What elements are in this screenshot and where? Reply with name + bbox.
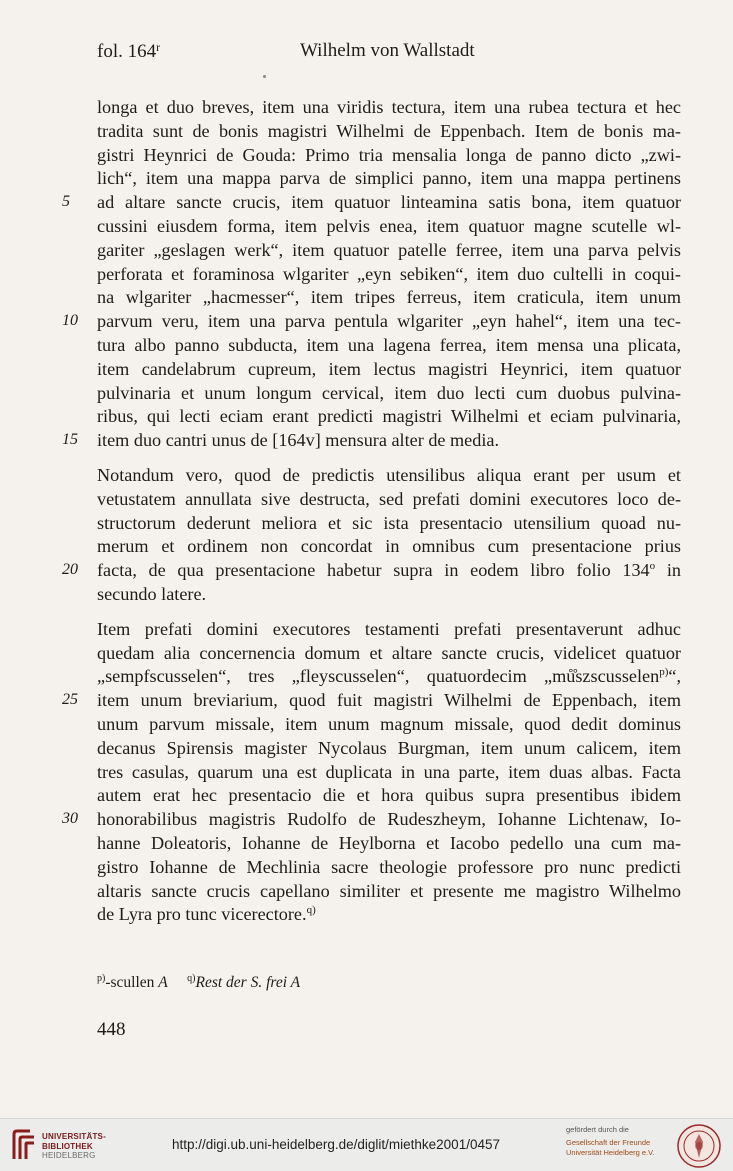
- line-text: tradita sunt de bonis magistri Wilhelmi de Eppenbach. Item de bonis ma-: [97, 120, 681, 141]
- speck-mark: [263, 75, 266, 78]
- text-line: [97, 534, 681, 558]
- text-line: [97, 95, 681, 119]
- text-line: [97, 190, 681, 214]
- line-number: 15: [62, 431, 78, 449]
- text-line: [97, 119, 681, 143]
- line-text: decanus Spirensis magister Nycolaus Burgman, item unum calicem, item: [97, 737, 681, 758]
- line-text: perforata et foraminosa wlgariter „eyn sebiken“, item duo cultelli in coqui-: [97, 263, 681, 284]
- library-name[interactable]: UNIVERSITÄTS- BIBLIOTHEK HEIDELBERG: [42, 1132, 106, 1160]
- text-line: [97, 783, 681, 807]
- line-text: autem erat hec presentacio die et hora quibus supra presentibus ibidem: [97, 785, 681, 806]
- folio-label: fol. 164$^r$: [97, 40, 161, 62]
- line-text: ribus, qui lecti eciam erant predicti magistri Wilhelmi et eciam pulvinaria,: [97, 406, 681, 427]
- footnote-p-text: -scullen: [105, 974, 159, 991]
- line-text: gariter „geslagen werk“, item quatuor patelle ferree, item una parva pelvis: [97, 239, 681, 260]
- text-line: [97, 463, 681, 487]
- line-number: 5: [62, 193, 70, 211]
- text-line: [97, 333, 681, 357]
- note-marker: o: [649, 560, 656, 573]
- text-line: [97, 831, 681, 855]
- text-line: [97, 664, 681, 688]
- text-line: [97, 511, 681, 535]
- footnote-p-sigla: A: [158, 974, 168, 991]
- text-line: [97, 309, 681, 333]
- text-line: [97, 879, 681, 903]
- note-marker: p): [659, 666, 669, 679]
- footnote-q-mark: q): [187, 973, 196, 984]
- text-line: [97, 262, 681, 286]
- text-line: [97, 357, 681, 381]
- text-line: [97, 617, 681, 641]
- text-line: [97, 760, 681, 784]
- sponsor-label: gefördert durch die: [566, 1125, 629, 1134]
- university-seal-icon[interactable]: [676, 1123, 722, 1169]
- text-line: [97, 285, 681, 309]
- text-line: [97, 712, 681, 736]
- text-line: [97, 214, 681, 238]
- line-text: lich“, item una mappa parva de simplici panno, item una mappa pertinens: [97, 168, 681, 189]
- line-number: 20: [62, 561, 78, 579]
- line-text: item candelabrum cupreum, item lectus magistri Heynrici, item quatuor: [97, 358, 681, 379]
- line-text: ad altare sancte crucis, item quatuor linteamina satis bona, item quatuor: [97, 192, 681, 213]
- line-text: item duo cantri unus de [164v] mensura alter de media.: [97, 430, 500, 451]
- line-text: altaris sancte crucis capellano similiter et presente me magistro Wilhelmo: [97, 880, 681, 901]
- line-text: parvum veru, item una parva pentula wlgariter „eyn hahel“, item una tec-: [97, 311, 681, 332]
- line-text: quedam alia concernencia domum et altare sancte crucis, videlicet quatuor: [97, 642, 681, 663]
- footnote-p-mark: p): [97, 973, 106, 984]
- line-text: in: [655, 560, 681, 581]
- text-line: [97, 404, 681, 428]
- text-line: [97, 902, 681, 926]
- line-text: Item prefati domini executores testamenti prefati presentaverunt adhuc: [97, 618, 681, 639]
- line-text: tres casulas, quarum una est duplicata in una parte, item duas albas. Facta: [97, 761, 681, 782]
- text-line: [97, 807, 681, 831]
- line-text: longa et duo breves, item una viridis tectura, item una rubea tectura et hec: [97, 97, 681, 117]
- running-title: Wilhelm von Wallstadt: [300, 40, 475, 61]
- line-text: “,: [668, 666, 681, 687]
- text-line: [97, 238, 681, 262]
- text-line: [97, 487, 681, 511]
- text-line: [97, 381, 681, 405]
- viewer-footer: [0, 1118, 733, 1171]
- text-line: [97, 582, 681, 606]
- sponsor-name[interactable]: Gesellschaft der Freunde Universität Heidelberg e.V.: [566, 1138, 655, 1157]
- line-text: de Lyra pro tunc vicerectore.: [97, 904, 307, 925]
- text-line: [97, 641, 681, 665]
- text-line: [97, 736, 681, 760]
- line-text: merum et ordinem non concordat in omnibus cum presentacione prius: [97, 536, 681, 557]
- text-line: [97, 143, 681, 167]
- footnotes: [97, 973, 300, 992]
- page-number: 448: [97, 1019, 126, 1040]
- line-text: gistri Heynrici de Gouda: Primo tria mensalia longa de panno dicto „zwi-: [97, 144, 681, 165]
- line-text: secundo latere.: [97, 584, 207, 604]
- permalink-url[interactable]: http://digi.ub.uni-heidelberg.de/diglit/miethke2001/0457: [172, 1137, 500, 1152]
- university-library-logo-icon[interactable]: [8, 1128, 38, 1162]
- footnote-q-text: Rest der S. frei A: [195, 974, 301, 991]
- line-number: 30: [62, 810, 78, 828]
- line-text: gistro Iohanne de Mechlinia sacre theologie professore pro nunc predicti: [97, 856, 681, 877]
- line-number: 10: [62, 312, 78, 330]
- line-text: pulvinaria et unum longum cervical, item duo lecti cum duobus pulvina-: [97, 382, 681, 403]
- text-line: [97, 428, 681, 452]
- line-text: structorum dederunt meliora et sic ista presentacio utensilium quoad nu-: [97, 512, 681, 533]
- text-line: [97, 688, 681, 712]
- line-number: 25: [62, 691, 78, 709]
- line-text: honorabilibus magistris Rudolfo de Rudeszheym, Iohanne Lichtenaw, Io-: [97, 809, 681, 830]
- line-text: „sempfscusselen“, tres „fleyscusselen“, quatuordecim „mů̊szscusselen: [97, 666, 660, 687]
- running-head: [97, 40, 697, 70]
- line-text: vetustatem annullata sive destructa, sed prefati domini executores loco de-: [97, 488, 681, 509]
- line-text: tura albo panno subducta, item una lagena ferrea, item mensa una plicata,: [97, 335, 681, 355]
- text-line: [97, 166, 681, 190]
- line-text: na wlgariter „hacmesser“, item tripes ferreus, item craticula, item unum: [97, 287, 681, 308]
- line-text: facta, de qua presentacione habetur supra in eodem libro folio 134: [97, 560, 650, 581]
- text-line: [97, 558, 681, 582]
- text-line: [97, 855, 681, 879]
- line-text: cussini eiusdem forma, item pelvis enea, item quatuor magne scutelle wl-: [97, 216, 681, 236]
- note-marker: q): [306, 904, 316, 917]
- line-text: unum parvum missale, item unum magnum missale, quod dedit dominus: [97, 714, 681, 734]
- line-text: item unum breviarium, quod fuit magistri Wilhelmi de Eppenbach, item: [97, 690, 681, 711]
- line-text: Notandum vero, quod de predictis utensilibus aliqua erant per usum et: [97, 465, 681, 485]
- line-text: hanne Doleatoris, Iohanne de Heylborna et Iacobo pedello una cum ma-: [97, 833, 681, 853]
